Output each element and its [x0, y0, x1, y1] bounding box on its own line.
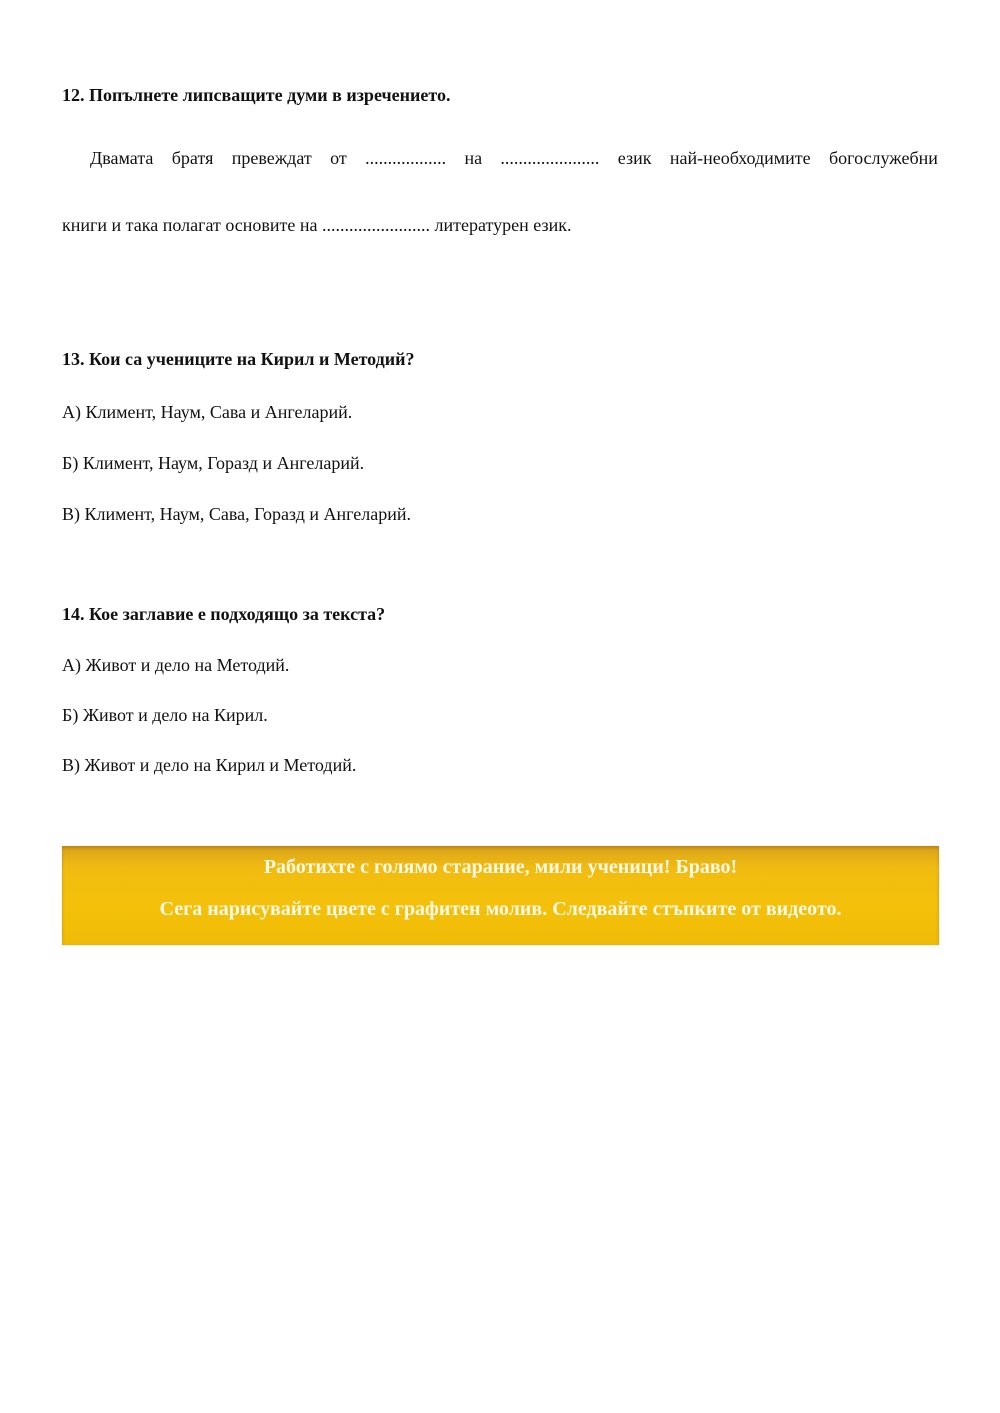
- question-12-title: 12. Попълнете липсващите думи в изречението.: [62, 85, 451, 105]
- line-1-word: богослужебни: [829, 148, 938, 168]
- question-13-option-c: В) Климент, Наум, Сава, Горазд и Ангеларий.: [62, 504, 412, 524]
- line-1-word: на: [464, 148, 483, 168]
- question-14-option-b: Б) Живот и дело на Кирил.: [62, 705, 268, 725]
- question-12-line-1: [90, 147, 938, 169]
- question-14-option-a: А) Живот и дело на Методий.: [62, 655, 290, 675]
- question-13-option-b: Б) Климент, Наум, Горазд и Ангеларий.: [62, 453, 365, 473]
- blank-2: ......................: [500, 148, 600, 168]
- line-1-word: език: [617, 148, 652, 168]
- banner-line-1: Работихте с голямо старание, мили ученици! Браво!: [263, 856, 738, 878]
- question-12-line-2: книги и така полагат основите на ........................ литературен език.: [62, 215, 572, 235]
- line-1-word: братя: [171, 148, 214, 168]
- question-14-title: 14. Кое заглавие е подходящо за текста?: [62, 604, 386, 624]
- question-14-option-c: В) Живот и дело на Кирил и Методий.: [62, 755, 357, 775]
- line-1-word: най-необходимите: [669, 148, 811, 168]
- line-1-word: от: [330, 148, 347, 168]
- praise-banner: [62, 846, 939, 945]
- question-13-title: 13. Кои са учениците на Кирил и Методий?: [62, 349, 415, 369]
- line-1-word: Двамата: [90, 148, 154, 168]
- blank-1: ..................: [365, 148, 447, 168]
- banner-line-2: Сега нарисувайте цвете с графитен молив. Следвайте стъпките от видеото.: [159, 898, 842, 920]
- line-1-word: превеждат: [231, 148, 312, 168]
- question-13-option-a: А) Климент, Наум, Сава и Ангеларий.: [62, 402, 353, 422]
